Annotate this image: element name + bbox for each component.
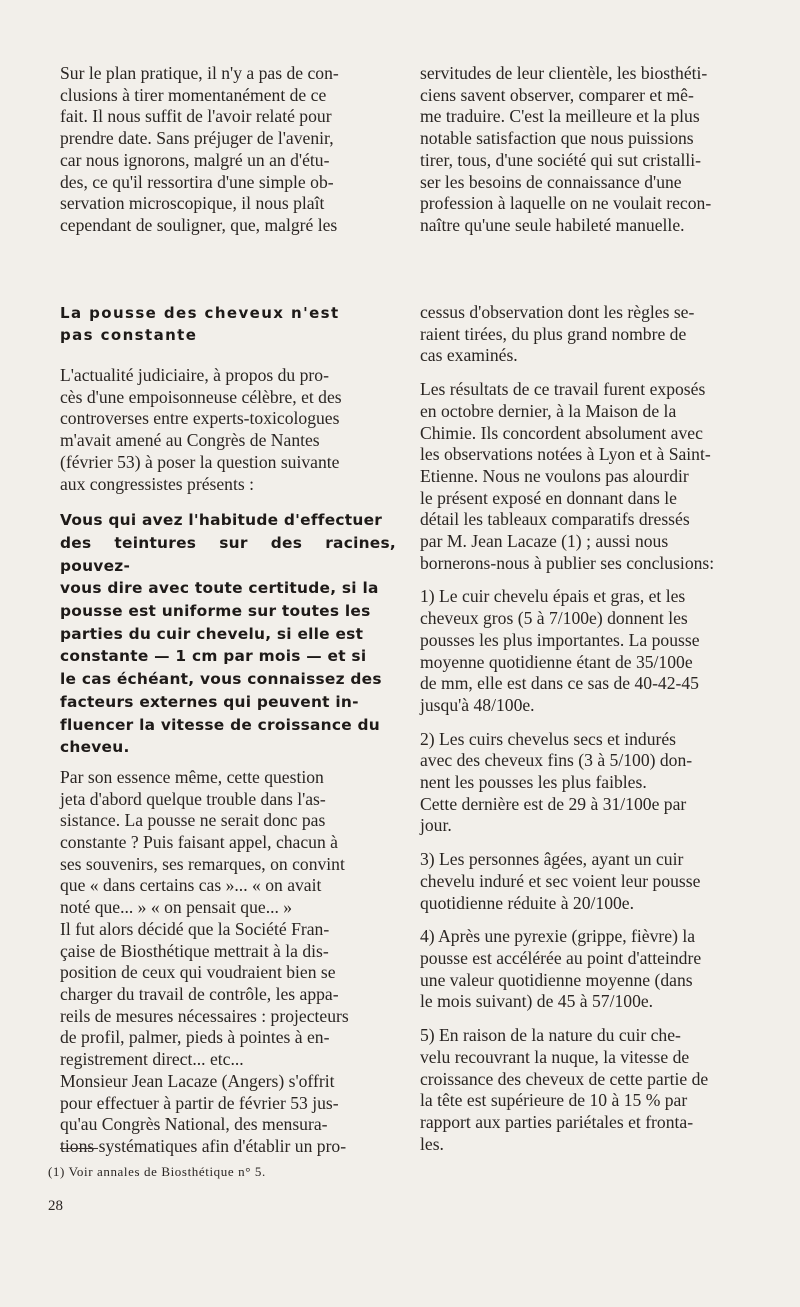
section-heading: [60, 302, 396, 346]
page-number: 28: [48, 1198, 63, 1214]
response-paragraph: Par son essence même, cette question jeta d'abord quelque trouble dans l'as- sistance. La pousse ne serait donc pas constante ? Puis faisant appel, chacun à ses souvenirs, ses remarques, on convint que « dans certains cas »... « on avait noté que... » « on pensait que... » Il fut alors décidé que la Société Fran- çaise de Biosthétique mettrait à la dis- position de ceux qui voudraient bien se charger du travail de contrôle, les appa- reils de mesures nécessaires : projecteurs de profil, palmer, pieds à pointes à en- registrement direct... etc... Monsieur Jean Lacaze (Angers) s'offrit pour effectuer à partir de février 53 jus- qu'au Congrès National, des mensura- tions systématiques afin d'établir un pro-: [60, 766, 349, 1156]
footnote: (1) Voir annales de Biosthétique n° 5.: [48, 1164, 266, 1179]
intro-paragraph-right: servitudes de leur clientèle, les biosthéti- ciens savent observer, comparer et mê- me traduire. C'est la meilleure et la plus notable satisfaction que nous puissions tirer, tous, d'une société qui sut cristalli- ser les besoins de connaissance d'une profession à laquelle on ne voulait recon- naître qu'une seule habileté manuelle.: [420, 63, 712, 235]
conclusion-5: 5) En raison de la nature du cuir che- velu recouvrant la nuque, la vitesse de croissance des cheveux de cette partie de la tête est supérieure de 10 à 15 % par rapport aux parties pariétales et fronta- les.: [420, 1025, 709, 1154]
conclusion-4: 4) Après une pyrexie (grippe, fièvre) la pousse est accélérée au point d'atteindre une valeur quotidienne moyenne (dans le mois suivant) de 45 à 57/100e.: [420, 926, 702, 1012]
right-column-top: [420, 63, 754, 237]
conclusion-2: 2) Les cuirs chevelus secs et indurés avec des cheveux fins (3 à 5/100) don- nent les pousses les plus faibles. Cette dernière est de 29 à 31/100e par jour.: [420, 728, 693, 836]
right-column-body: [420, 302, 754, 1155]
intro-paragraph-left: Sur le plan pratique, il n'y a pas de con- clusions à tirer momentanément de ce fait. Il nous suffit de l'avoir relaté pour prendre date. Sans préjuger de l'avenir, car nous ignorons, malgré un an d'étu- des, ce qu'il ressortira d'une simple ob- servation microscopique, il nous plaît cependant de souligner, que, malgré les: [60, 63, 339, 235]
context-paragraph: L'actualité judiciaire, à propos du pro- cès d'une empoisonneuse célèbre, et des controverses entre experts-toxicologues m'avait amené au Congrès de Nantes (février 53) à poser la question suivante aux congressistes présents :: [60, 365, 342, 494]
footnote-divider: [60, 1148, 98, 1149]
section-heading-text: La pousse des cheveux n'est pas constante: [60, 304, 340, 344]
left-column-top: [60, 63, 396, 237]
left-column-body: [60, 365, 396, 1158]
conclusion-3: 3) Les personnes âgées, ayant un cuir chevelu induré et sec voient leur pousse quotidienne réduite à 20/100e.: [420, 849, 701, 913]
process-paragraph: cessus d'observation dont les règles se- raient tirées, du plus grand nombre de cas examinés.: [420, 302, 695, 366]
question-paragraph: Vous qui avez l'habitude d'effectuer des teintures sur des racines, pouvez- vous dire avec toute certitude, si la pousse est uniforme sur toutes les parties du cuir chevelu, si elle est constante — 1 cm par mois — et si le cas échéant, vous connaissez des facteurs externes qui peuvent in- fluencer la vitesse de croissance du cheveu.: [60, 511, 396, 757]
results-paragraph: Les résultats de ce travail furent exposés en octobre dernier, à la Maison de la Chimie. Ils concordent absolument avec les observations notées à Lyon et à Saint- Etienne. Nous ne voulons pas alourdir le présent exposé en donnant dans le détail les tableaux comparatifs dressés par M. Jean Lacaze (1) ; aussi nous bornerons-nous à publier ses conclusions:: [420, 379, 715, 573]
conclusion-1: 1) Le cuir chevelu épais et gras, et les cheveux gros (5 à 7/100e) donnent les pousses les plus importantes. La pousse moyenne quotidienne étant de 35/100e de mm, elle est dans ce sas de 40-42-45 jusqu'à 48/100e.: [420, 586, 700, 715]
